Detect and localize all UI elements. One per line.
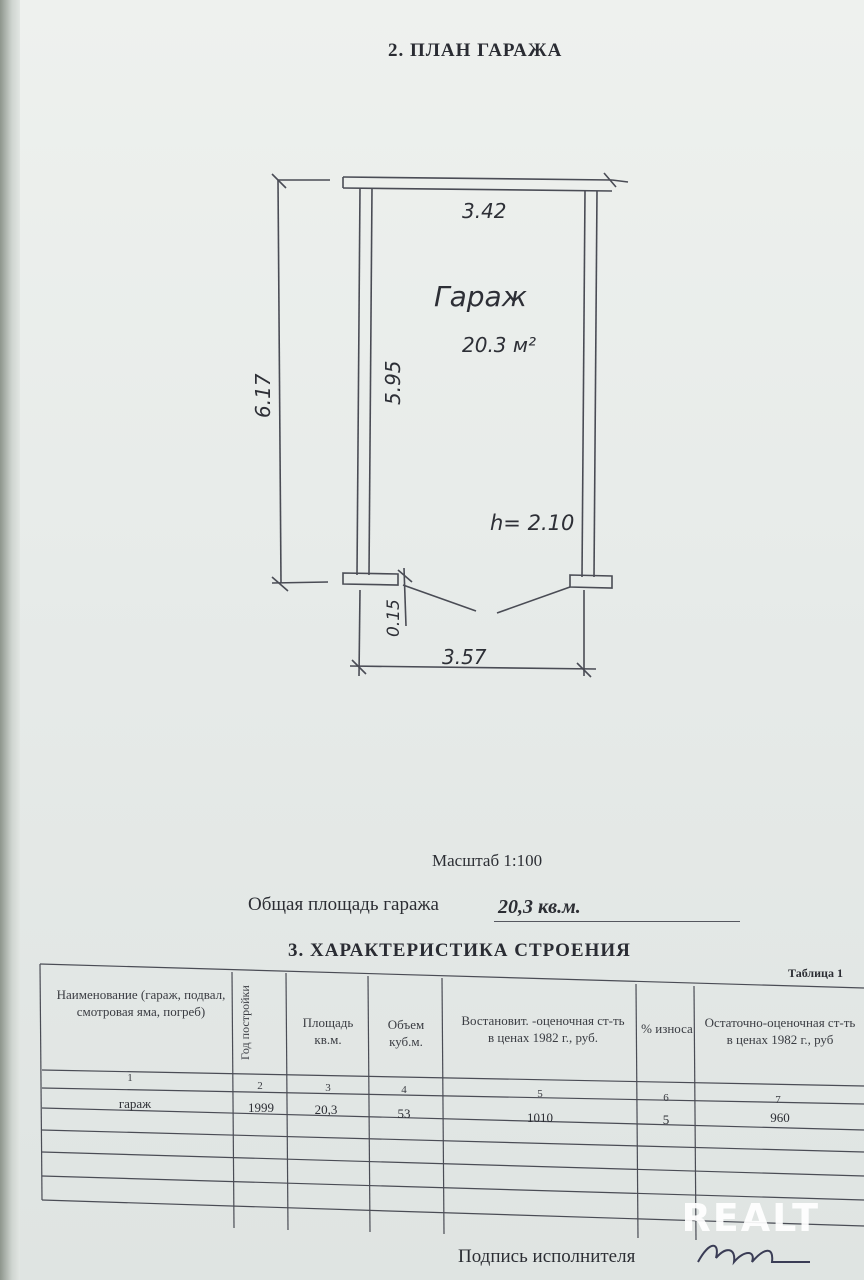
- scale-label: Масштаб 1:100: [432, 851, 543, 870]
- table-cell: 1010: [527, 1110, 553, 1125]
- table-cell: 1999: [248, 1100, 274, 1115]
- header-residual-value: Остаточно-оценочная ст-ть в ценах 1982 г., руб: [704, 1015, 856, 1047]
- col-number: 3: [325, 1082, 331, 1094]
- header-volume: Объем куб.м.: [387, 1017, 425, 1049]
- col-number: 6: [663, 1092, 669, 1104]
- section-3-title: 3. ХАРАКТЕРИСТИКА СТРОЕНИЯ: [288, 940, 631, 961]
- dim-left-inner: 5.95: [381, 360, 405, 405]
- col-number: 2: [257, 1080, 263, 1092]
- header-restoration-value: Востановит. -оценочная ст-ть в ценах 1982 г., руб.: [461, 1013, 625, 1045]
- signature-label: Подпись исполнителя: [458, 1246, 636, 1267]
- realt-watermark-logo: REALT: [681, 1196, 820, 1240]
- dim-threshold: 0.15: [384, 599, 404, 637]
- table-cell: 5: [662, 1112, 670, 1127]
- room-name: Гараж: [434, 280, 527, 313]
- dim-top: 3.42: [462, 199, 507, 223]
- header-name: Наименование (гараж, подвал, смотровая яма, погреб): [56, 987, 226, 1019]
- header-wear: % износа: [641, 1021, 693, 1036]
- col-number: 5: [537, 1088, 543, 1100]
- header-year: Год постройки: [238, 985, 252, 1061]
- table-cell: 960: [770, 1110, 790, 1125]
- dim-left-outer: 6.17: [251, 373, 275, 418]
- table-cell: гараж: [118, 1096, 152, 1111]
- dim-bottom: 3.57: [442, 645, 487, 669]
- header-area: Площадь кв.м.: [302, 1015, 354, 1047]
- col-number: 4: [401, 1084, 407, 1096]
- col-number: 7: [775, 1094, 781, 1106]
- table-label: Таблица 1: [788, 966, 843, 980]
- total-area-value: 20,3 кв.м.: [498, 896, 581, 918]
- col-number: 1: [127, 1072, 133, 1084]
- total-area-label: Общая площадь гаража: [248, 894, 439, 915]
- table-cell: 20,3: [314, 1102, 338, 1117]
- room-area: 20.3 м²: [462, 333, 536, 357]
- table-cell: 53: [397, 1106, 411, 1121]
- section-2-title: 2. ПЛАН ГАРАЖА: [388, 40, 563, 61]
- height-label: h= 2.10: [490, 511, 575, 535]
